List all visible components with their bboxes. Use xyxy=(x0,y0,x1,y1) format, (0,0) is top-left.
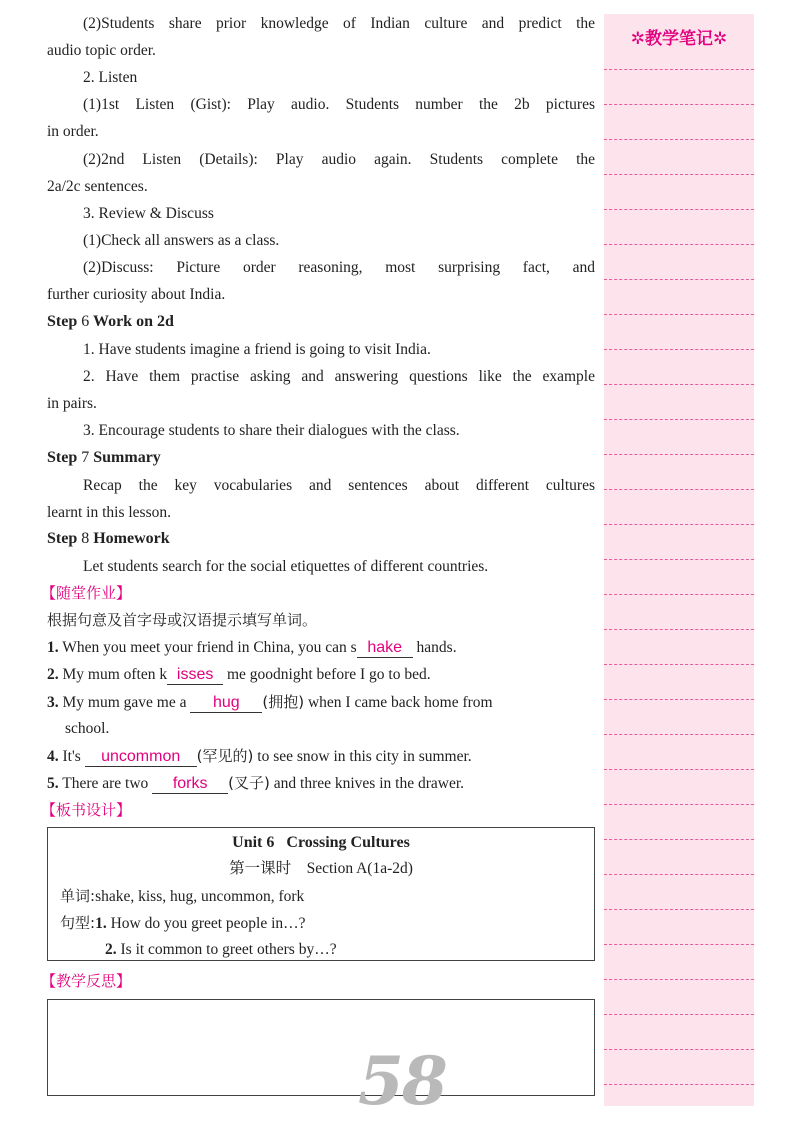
step-label: Step xyxy=(47,449,78,466)
note-line xyxy=(604,1084,754,1085)
board-title xyxy=(48,833,594,853)
question-text: When you meet your friend in China, you can s xyxy=(62,639,357,656)
question-4 xyxy=(47,746,595,767)
question-1 xyxy=(47,638,595,658)
note-line xyxy=(604,594,754,595)
note-line xyxy=(604,699,754,700)
note-line xyxy=(604,384,754,385)
question-text: hands. xyxy=(416,639,457,656)
question-text: There are two xyxy=(62,775,149,792)
step-8-heading xyxy=(47,529,595,549)
text-line: in order. xyxy=(47,123,99,140)
answer-blank[interactable] xyxy=(152,775,228,794)
hint-text: (叉子) xyxy=(228,774,270,792)
text-line: learnt in this lesson. xyxy=(47,504,171,521)
text-line: Recap the key vocabularies and sentences about different cultures xyxy=(83,477,595,494)
hint-text: (罕见的) xyxy=(196,747,254,765)
board-subtitle: 第一课时 Section A(1a-2d) xyxy=(229,860,413,877)
note-line xyxy=(604,314,754,315)
note-line xyxy=(604,944,754,945)
text-line: further curiosity about India. xyxy=(47,286,226,303)
step-6-heading xyxy=(47,312,595,332)
board-unit-name: Crossing Cultures xyxy=(286,834,410,851)
text-line: audio topic order. xyxy=(47,42,156,59)
board-sentence-1 xyxy=(60,913,306,934)
question-text: My mum gave me a xyxy=(62,694,187,711)
reflection-box[interactable] xyxy=(47,999,595,1096)
note-line xyxy=(604,839,754,840)
question-number: 3. xyxy=(47,694,59,711)
question-5 xyxy=(47,773,595,794)
answer-text: hug xyxy=(213,694,240,711)
text-line: 2a/2c sentences. xyxy=(47,178,148,195)
note-line xyxy=(604,1014,754,1015)
teaching-notes-title: ✲教学笔记✲ xyxy=(630,29,728,49)
step-7-heading xyxy=(47,448,595,468)
note-line xyxy=(604,209,754,210)
board-unit: Unit 6 xyxy=(232,834,275,851)
board-design-heading: 【板书设计】 xyxy=(41,801,132,819)
step-number: 8 xyxy=(81,530,90,547)
step-label: Step xyxy=(47,313,78,330)
note-line xyxy=(604,279,754,280)
question-3 xyxy=(47,692,595,713)
note-line xyxy=(604,419,754,420)
question-text: My mum often k xyxy=(62,666,168,683)
board-sentence-2 xyxy=(105,940,337,960)
sentence-text: How do you greet people in…? xyxy=(110,915,306,932)
text-line: in pairs. xyxy=(47,395,97,412)
note-line xyxy=(604,524,754,525)
reflection-heading: 【教学反思】 xyxy=(41,972,132,990)
step-label: Step xyxy=(47,530,78,547)
question-number: 1. xyxy=(47,639,59,656)
note-line xyxy=(604,769,754,770)
text-line: school. xyxy=(65,720,110,737)
question-text: and three knives in the drawer. xyxy=(273,775,465,792)
question-text: me goodnight before I go to bed. xyxy=(227,666,431,683)
step-title: Homework xyxy=(93,530,170,547)
note-line xyxy=(604,349,754,350)
answer-text: isses xyxy=(176,666,214,683)
answer-text: hake xyxy=(367,639,403,656)
sentence-number: 2. xyxy=(105,941,117,958)
question-2 xyxy=(47,665,595,685)
homework-instruction: 根据句意及首字母或汉语提示填写单词。 xyxy=(47,611,318,629)
question-text: to see snow in this city in summer. xyxy=(257,748,472,765)
step-number: 7 xyxy=(81,449,90,466)
board-words xyxy=(60,886,304,907)
text-line: (1)Check all answers as a class. xyxy=(83,232,280,249)
words-label: 单词: xyxy=(60,887,96,905)
note-line xyxy=(604,174,754,175)
text-line: 3. Encourage students to share their dialogues with the class. xyxy=(83,422,460,439)
note-line xyxy=(604,664,754,665)
step-number: 6 xyxy=(81,313,90,330)
sentence-number: 1. xyxy=(95,915,107,932)
answer-blank[interactable] xyxy=(167,666,223,685)
note-line xyxy=(604,1049,754,1050)
text-line: (2)Students share prior knowledge of Indian culture and predict the xyxy=(83,15,595,32)
note-line xyxy=(604,874,754,875)
question-number: 2. xyxy=(47,666,59,683)
question-number: 5. xyxy=(47,775,59,792)
text-line: (2)2nd Listen (Details): Play audio again. Students complete the xyxy=(83,151,595,168)
words-list: shake, kiss, hug, uncommon, fork xyxy=(95,888,305,905)
text-line: (1)1st Listen (Gist): Play audio. Students number the 2b pictures xyxy=(83,96,595,113)
text-line: Let students search for the social etiquettes of different countries. xyxy=(83,558,489,575)
text-line: 2. Have them practise asking and answering questions like the example xyxy=(83,368,595,385)
note-line xyxy=(604,734,754,735)
text-line: 1. Have students imagine a friend is going to visit India. xyxy=(83,341,431,358)
homework-heading: 【随堂作业】 xyxy=(41,584,132,602)
note-line xyxy=(604,909,754,910)
note-line xyxy=(604,559,754,560)
board-design-box xyxy=(47,827,595,961)
text-line: 2. Listen xyxy=(83,69,138,86)
note-line xyxy=(604,104,754,105)
text-line: 3. Review & Discuss xyxy=(83,205,214,222)
sentence-label: 句型: xyxy=(60,914,96,932)
answer-blank[interactable] xyxy=(190,694,262,713)
note-line xyxy=(604,69,754,70)
note-line xyxy=(604,804,754,805)
text-line: (2)Discuss: Picture order reasoning, most surprising fact, and xyxy=(83,259,595,276)
answer-text: uncommon xyxy=(101,748,181,765)
question-number: 4. xyxy=(47,748,59,765)
answer-blank[interactable] xyxy=(357,639,413,658)
answer-blank[interactable] xyxy=(85,748,197,767)
question-text: when I came back home from xyxy=(307,694,493,711)
note-line xyxy=(604,139,754,140)
note-line xyxy=(604,629,754,630)
page-number: 58 xyxy=(358,1042,446,1120)
note-line xyxy=(604,454,754,455)
note-line xyxy=(604,979,754,980)
step-title: Work on 2d xyxy=(92,313,174,330)
sentence-text: Is it common to greet others by…? xyxy=(120,941,337,958)
note-line xyxy=(604,244,754,245)
answer-text: forks xyxy=(172,775,208,792)
question-text: It's xyxy=(62,748,81,765)
hint-text: (拥抱) xyxy=(262,693,305,711)
note-line xyxy=(604,489,754,490)
teaching-notes-sidebar xyxy=(604,14,754,1106)
step-title: Summary xyxy=(93,449,161,466)
